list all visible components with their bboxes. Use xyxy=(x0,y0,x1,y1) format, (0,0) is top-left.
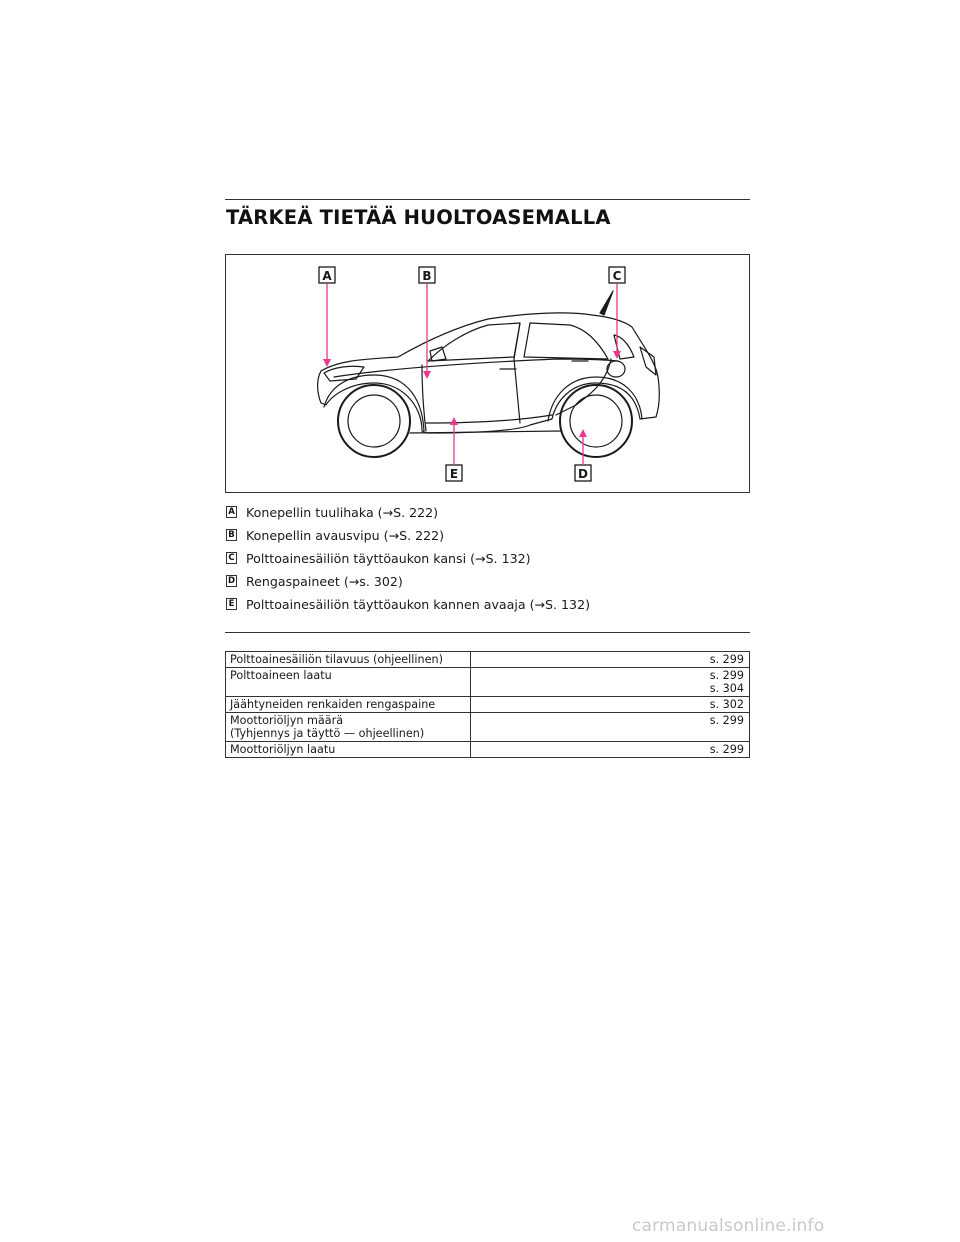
table-row xyxy=(226,668,750,697)
pointer-b xyxy=(423,283,431,379)
side-mirror xyxy=(430,347,446,361)
pointer-d xyxy=(579,429,587,465)
door-line-middle xyxy=(514,323,520,423)
callout-d-text: Rengaspaineet (→s. 302) xyxy=(246,573,403,589)
pointer-a xyxy=(323,283,331,367)
callout-e xyxy=(226,594,590,614)
callout-b xyxy=(226,525,444,545)
row-label: Polttoaineen laatu xyxy=(226,668,471,697)
row-label: Moottoriöljyn määrä (Tyhjennys ja täyttö — ohjeellinen) xyxy=(226,713,471,742)
svg-text:E: E xyxy=(449,467,459,481)
row-label: Polttoainesäiliön tilavuus (ohjeellinen) xyxy=(226,652,471,668)
page-title: TÄRKEÄ TIETÄÄ HUOLTOASEMALLA xyxy=(226,206,611,229)
pointer-e xyxy=(450,417,458,465)
callout-d-badge: D xyxy=(227,575,236,586)
table-row xyxy=(226,742,750,758)
antenna xyxy=(600,291,613,315)
car-illustration xyxy=(226,255,749,492)
section-divider xyxy=(225,632,750,633)
row-reference: s. 299 xyxy=(471,713,750,742)
row-reference: s. 299 xyxy=(471,652,750,668)
side-crease xyxy=(334,359,618,377)
label-e xyxy=(446,465,462,481)
label-d xyxy=(575,465,591,481)
callout-a-badge: A xyxy=(226,506,237,518)
rear-rim xyxy=(570,395,622,447)
front-window xyxy=(428,323,520,361)
row-label: Moottoriöljyn laatu xyxy=(226,742,471,758)
front-rim xyxy=(348,395,400,447)
service-info-table xyxy=(225,651,750,758)
callout-a xyxy=(226,502,438,522)
row-label: Jäähtyneiden renkaiden rengaspaine xyxy=(226,697,471,713)
callout-c xyxy=(226,548,531,568)
callout-b-text: Konepellin avausvipu (→S. 222) xyxy=(246,527,445,543)
front-tire xyxy=(338,385,410,457)
fuel-cap-circle xyxy=(607,361,625,377)
svg-text:D: D xyxy=(578,467,588,481)
svg-text:A: A xyxy=(322,269,332,283)
callout-c-badge: C xyxy=(226,552,237,564)
watermark: carmanualsonline.info xyxy=(632,1216,825,1236)
row-reference: s. 302 xyxy=(471,697,750,713)
callout-e-text: Polttoainesäiliön täyttöaukon kannen avaaja (→S. 132) xyxy=(246,596,590,612)
rear-tire xyxy=(560,385,632,457)
top-rule xyxy=(225,199,750,200)
rear-window xyxy=(524,323,608,359)
taillight xyxy=(640,347,656,375)
label-a xyxy=(319,267,335,283)
callout-e-badge: E xyxy=(226,598,237,610)
label-c xyxy=(609,267,625,283)
callout-d xyxy=(226,571,403,591)
svg-text:B: B xyxy=(422,269,432,283)
car-diagram xyxy=(225,254,750,493)
table-row xyxy=(226,713,750,742)
label-b xyxy=(419,267,435,283)
table-row xyxy=(226,697,750,713)
svg-text:C: C xyxy=(612,269,622,283)
callout-a-text: Konepellin tuulihaka (→S. 222) xyxy=(246,504,439,520)
callout-c-text: Polttoainesäiliön täyttöaukon kansi (→S. 132) xyxy=(246,550,531,566)
sill-line xyxy=(426,415,552,423)
table-row xyxy=(226,652,750,668)
row-reference: s. 299 s. 304 xyxy=(471,668,750,697)
row-reference: s. 299 xyxy=(471,742,750,758)
callout-b-badge: B xyxy=(226,529,237,541)
